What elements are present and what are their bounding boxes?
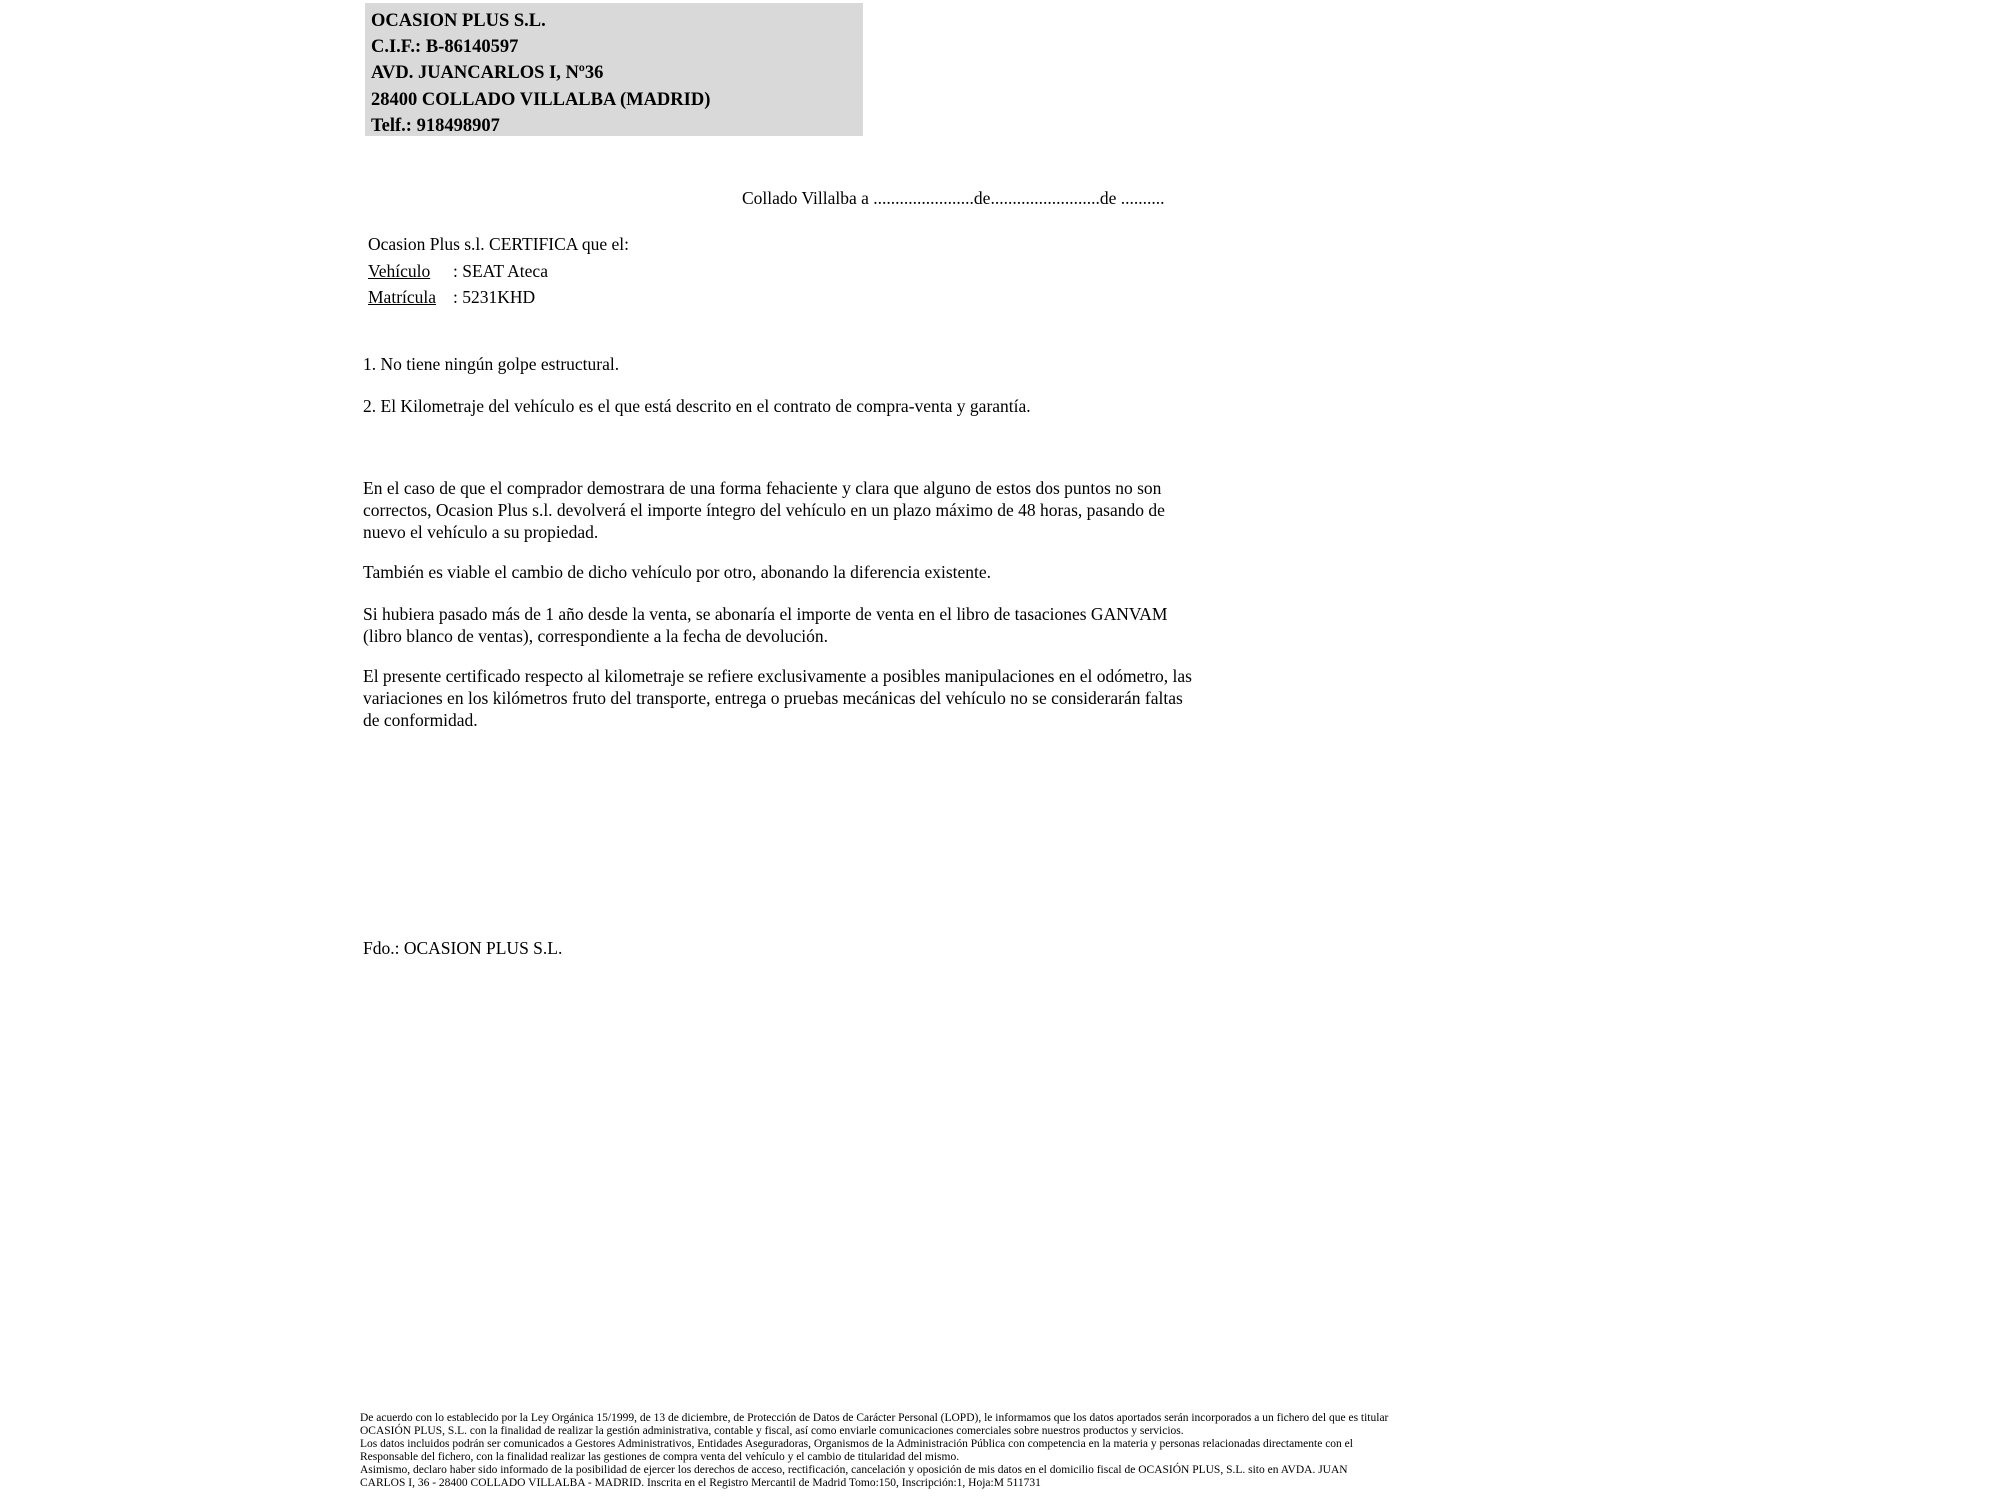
certified-point-1: 1. No tiene ningún golpe estructural. [363,354,620,374]
paragraph-refund-terms: En el caso de que el comprador demostrara de una forma fehaciente y clara que alguno de estos dos puntos no son correctos, Ocasion Plus s.l. devolverá el importe íntegro del vehículo en un plazo máximo de 48 horas, pasando de nuevo el vehículo a su propiedad. [363,478,1165,542]
company-header-box [365,3,863,136]
certification-block [368,231,629,311]
vehicle-separator: : [453,260,458,281]
signature-line: Fdo.: OCASION PLUS S.L. [363,938,563,958]
vehicle-value: SEAT Ateca [462,260,548,281]
legal-footer-line: Asimismo, declaro haber sido informado de la posibilidad de ejercer los derechos de acceso, rectificación, cancelación y oposición de mis datos en el domicilio fiscal de OCASIÓN PLUS, S.L. sito en AVDA. JUAN [360,1463,1348,1476]
plate-separator: : [453,287,458,307]
legal-footer-line: OCASIÓN PLUS, S.L. con la finalidad de realizar la gestión administrativa, contable y fiscal, así como enviarle comunicaciones comerciales sobre nuestros productos y servicios. [360,1424,1184,1437]
paragraph-exchange-option: También es viable el cambio de dicho vehículo por otro, abonando la diferencia existente. [363,562,992,582]
plate-value: 5231KHD [462,287,536,307]
plate-label: Matrícula [368,287,437,307]
legal-footer [360,1412,1620,1489]
legal-footer-line: Responsable del fichero, con la finalidad realizar las gestiones de compra venta del vehículo y el cambio de titularidad del mismo. [360,1450,960,1463]
vehicle-field [368,258,629,285]
company-address: AVD. JUANCARLOS I, Nº36 [371,63,604,84]
legal-footer-line: De acuerdo con lo establecido por la Ley Orgánica 15/1999, de 13 de diciembre, de Protección de Datos de Carácter Personal (LOPD), le informamos que los datos aportados serán incorporados a un fichero del que es titular [360,1412,1389,1424]
certified-point-2: 2. El Kilometraje del vehículo es el que está descrito en el contrato de compra-venta y garantía. [363,396,1031,416]
vehicle-label: Vehículo [368,260,431,281]
certify-intro: Ocasion Plus s.l. CERTIFICA que el: [368,234,629,254]
legal-footer-line: CARLOS I, 36 - 28400 COLLADO VILLALBA - MADRID. Inscrita en el Registro Mercantil de Madrid Tomo:150, Inscripción:1, Hoja:M 511731 [360,1476,1041,1489]
legal-footer-line: Los datos incluidos podrán ser comunicados a Gestores Administrativos, Entidades Aseguradoras, Organismos de la Administración Pública con competencia en la materia y personas relacionadas directamente con el [360,1437,1353,1450]
company-phone: Telf.: 918498907 [371,115,500,136]
paragraph-ganvam-valuation: Si hubiera pasado más de 1 año desde la venta, se abonaría el importe de venta en el libro de tasaciones GANVAM (libro blanco de ventas), correspondiente a la fecha de devolución. [363,604,1168,646]
paragraph-odometer-disclaimer: El presente certificado respecto al kilometraje se refiere exclusivamente a posibles manipulaciones en el odómetro, las variaciones en los kilómetros fruto del transporte, entrega o pruebas mecánicas del vehículo no se considerarán faltas de conformidad. [363,666,1192,730]
date-place-line: Collado Villalba a .......................de.........................de .......... [742,188,1165,208]
company-cif: C.I.F.: B-86140597 [371,37,519,58]
company-city: 28400 COLLADO VILLALBA (MADRID) [371,89,711,110]
plate-field [368,284,629,311]
company-name: OCASION PLUS S.L. [371,11,546,31]
